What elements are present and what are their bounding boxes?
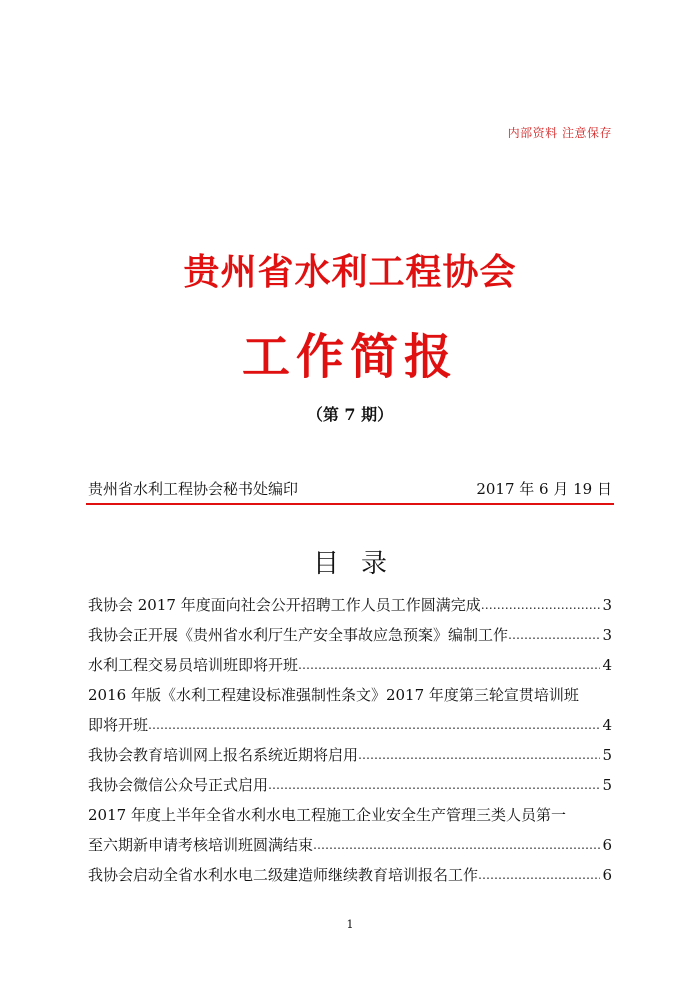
toc-entry[interactable] xyxy=(88,740,612,770)
toc-entry-first-line[interactable] xyxy=(88,800,612,830)
toc-entry-page: 3 xyxy=(602,626,612,644)
organization-title: 贵州省水利工程协会 xyxy=(183,251,517,293)
bulletin-title: 工作简报 xyxy=(241,329,458,385)
toc-entry[interactable] xyxy=(88,710,612,740)
page-number: 1 xyxy=(346,918,354,931)
toc-entry-page: 5 xyxy=(602,746,612,764)
toc-entry-page: 6 xyxy=(602,866,612,884)
toc-entry[interactable] xyxy=(88,620,612,650)
toc-leader xyxy=(148,710,600,740)
toc-entry-page: 5 xyxy=(602,776,612,794)
toc-entry-title: 我协会正开展《贵州省水利厅生产安全事故应急预案》编制工作 xyxy=(88,626,509,644)
publisher-line xyxy=(88,478,612,499)
toc-entry-title: 至六期新申请考核培训班圆满结束 xyxy=(88,836,314,854)
toc-entry[interactable] xyxy=(88,830,612,860)
toc-entry-first-line[interactable] xyxy=(88,680,612,710)
publisher: 贵州省水利工程协会秘书处编印 xyxy=(88,480,299,498)
toc-entry-page: 3 xyxy=(602,596,612,614)
toc-entry-title: 水利工程交易员培训班即将开班 xyxy=(88,656,299,674)
toc-entry-page: 4 xyxy=(602,656,612,674)
toc-entry-title: 我协会启动全省水利水电二级建造师继续教育培训报名工作 xyxy=(88,866,479,884)
toc-entry-title: 我协会教育培训网上报名系统近期将启用 xyxy=(88,746,359,764)
toc-entry[interactable] xyxy=(88,770,612,800)
toc-entry-title: 我协会 2017 年度面向社会公开招聘工作人员工作圆满完成 xyxy=(88,596,481,614)
toc-leader xyxy=(478,860,600,890)
toc-entry-title: 2017 年度上半年全省水利水电工程施工企业安全生产管理三类人员第一 xyxy=(88,806,566,824)
confidential-notice: 内部资料 注意保存 xyxy=(507,126,612,140)
toc-leader xyxy=(508,620,600,650)
issue-number: （第 7 期） xyxy=(306,405,394,424)
toc-leader xyxy=(313,830,600,860)
toc-entry[interactable] xyxy=(88,650,612,680)
toc-leader xyxy=(481,590,601,620)
toc-entry[interactable] xyxy=(88,590,612,620)
red-divider xyxy=(86,503,614,505)
toc-leader xyxy=(358,740,600,770)
toc-entry-page: 6 xyxy=(602,836,612,854)
publish-date: 2017 年 6 月 19 日 xyxy=(476,480,612,498)
table-of-contents xyxy=(88,590,612,890)
toc-entry-title: 即将开班 xyxy=(88,716,149,734)
toc-entry-page: 4 xyxy=(602,716,612,734)
toc-entry[interactable] xyxy=(88,860,612,890)
toc-leader xyxy=(268,770,600,800)
toc-heading: 目录 xyxy=(312,549,409,579)
toc-entry-title: 2016 年版《水利工程建设标准强制性条文》2017 年度第三轮宣贯培训班 xyxy=(88,686,579,704)
toc-leader xyxy=(298,650,600,680)
toc-entry-title: 我协会微信公众号正式启用 xyxy=(88,776,269,794)
